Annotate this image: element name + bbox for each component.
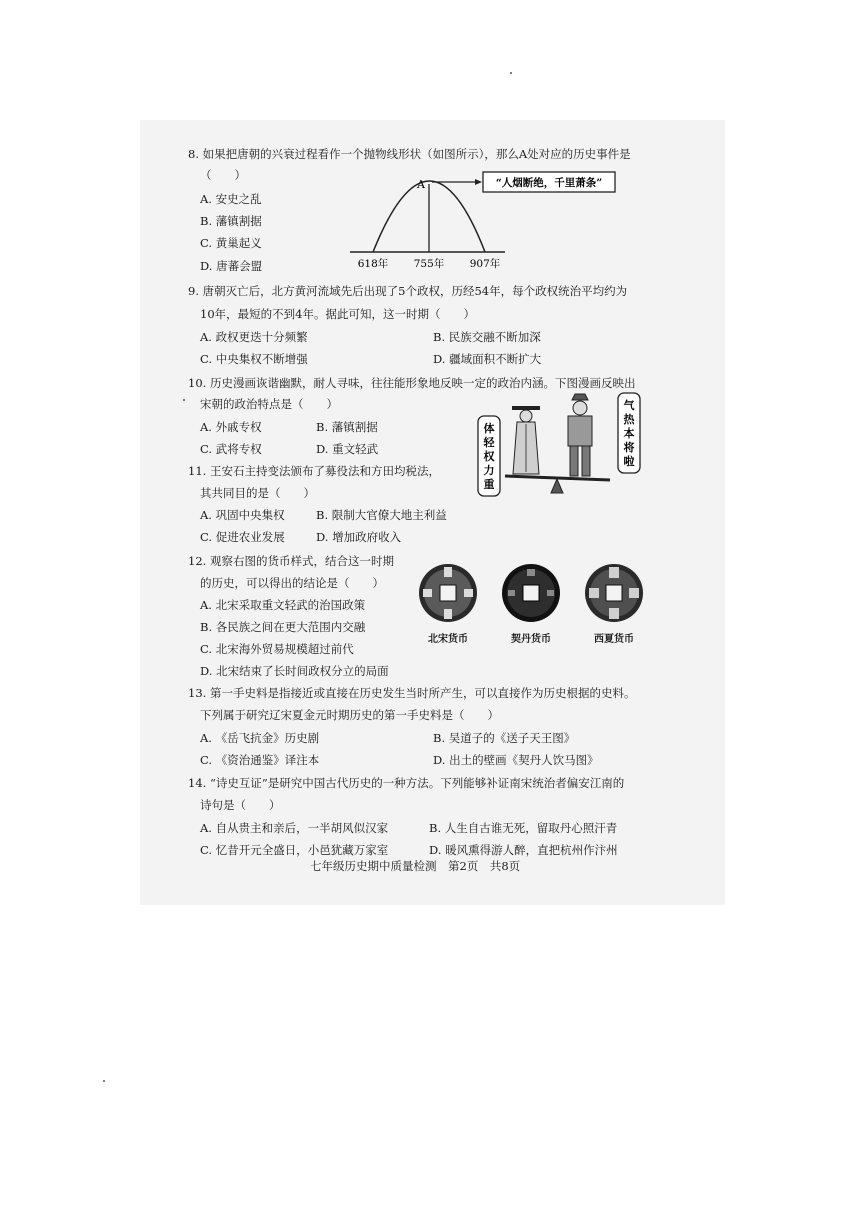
q8-answer-paren: （ ） (200, 168, 246, 182)
q11-option-c: C. 促进农业发展 (200, 530, 285, 544)
q14-option-b: B. 人生自古谁无死，留取丹心照汗青 (429, 821, 618, 835)
q11-stem-line2: 其共同目的是（ ） (200, 486, 315, 500)
q9-option-a: A. 政权更迭十分频繁 (200, 330, 308, 344)
diagram-callout-text: “人烟断绝，千里萧条” (495, 177, 603, 189)
q12-stem-line1: 12. 观察右图的货币样式，结合这一时期 (188, 554, 394, 568)
q10-option-a: A. 外戚专权 (200, 420, 262, 434)
q13-stem-line2: 下列属于研究辽宋夏金元时期历史的第一手史料是（ ） (200, 708, 499, 722)
q13-option-b: B. 吴道子的《送子天王图》 (433, 731, 576, 745)
cartoon-right-bubble-text: 气热本将啦 (623, 399, 635, 468)
q14-stem-line1: 14. “诗史互证”是研究中国古代历史的一种方法。下列能够补证南宋统治者偏安江南的 (188, 776, 625, 790)
q8-option-d: D. 唐蕃会盟 (200, 259, 263, 273)
q9-option-b: B. 民族交融不断加深 (433, 330, 541, 344)
coin-label-khitan: 契丹货币 (511, 634, 551, 645)
diagram-arrow-head (475, 179, 482, 185)
diagram-tick-907: 907年 (469, 258, 501, 270)
q11-option-a: A. 巩固中央集权 (200, 508, 285, 522)
q9-stem-line2: 10年，最短的不到4年。据此可知，这一时期（ ） (200, 307, 475, 321)
song-cartoon (475, 390, 645, 505)
coin-label-northern-song: 北宋货币 (428, 634, 468, 645)
q10-option-c: C. 武将专权 (200, 442, 262, 456)
q8-option-c: C. 黄巢起义 (200, 236, 262, 250)
q8-option-a: A. 安史之乱 (200, 192, 262, 206)
q10-option-d: D. 重文轻武 (316, 442, 379, 456)
q13-option-a: A. 《岳飞抗金》历史剧 (200, 731, 320, 745)
q12-option-b: B. 各民族之间在更大范围内交融 (200, 620, 366, 634)
scan-speck (510, 72, 512, 74)
coins-figure (415, 560, 645, 630)
q8-option-b: B. 藩镇割据 (200, 214, 262, 228)
diagram-point-label: A (417, 178, 425, 191)
q10-stem-line1: 10. 历史漫画诙谐幽默，耐人寻味，往往能形象地反映一定的政治内涵。下图漫画反映出 (188, 376, 636, 390)
coin-label-western-xia: 西夏货币 (594, 634, 634, 645)
q11-option-d: D. 增加政府收入 (316, 530, 402, 544)
q9-stem-line1: 9. 唐朝灭亡后，北方黄河流域先后出现了5个政权，历经54年，每个政权统治平均约为 (188, 284, 628, 298)
diagram-tick-618: 618年 (357, 258, 389, 270)
q11-option-b: B. 限制大官僚大地主利益 (316, 508, 447, 522)
coin-western-xia (585, 564, 643, 622)
q12-option-d: D. 北宋结束了长时间政权分立的局面 (200, 664, 389, 678)
cartoon-official-figure (512, 406, 540, 474)
coin-northern-song (419, 564, 477, 622)
q14-option-d: D. 暖风熏得游人醉，直把杭州作汴州 (429, 843, 618, 857)
diagram-tick-755: 755年 (413, 258, 445, 270)
q14-stem-line2: 诗句是（ ） (200, 798, 281, 812)
page-footer: 七年级历史期中质量检测 第2页 共8页 (310, 859, 521, 873)
scan-speck (183, 399, 185, 401)
q13-stem-line1: 13. 第一手史料是指接近或直接在历史发生当时所产生，可以直接作为历史根据的史料。 (188, 686, 636, 700)
q13-option-c: C. 《资治通鉴》译注本 (200, 753, 320, 767)
cartoon-left-bubble-text: 体轻权力重 (483, 422, 495, 491)
q14-option-a: A. 自从贵主和亲后，一半胡风似汉家 (200, 821, 389, 835)
cartoon-general-figure (568, 394, 592, 476)
q12-stem-line2: 的历史，可以得出的结论是（ ） (200, 576, 384, 590)
q8-stem: 8. 如果把唐朝的兴衰过程看作一个抛物线形状（如图所示），那么A处对应的历史事件是 (188, 147, 631, 161)
coin-khitan (502, 564, 560, 622)
q14-option-c: C. 忆昔开元全盛日，小邑犹藏万家室 (200, 843, 389, 857)
q12-option-a: A. 北宋采取重文轻武的治国政策 (200, 598, 366, 612)
scan-speck (103, 1080, 105, 1082)
tang-parabola-diagram (345, 170, 625, 275)
q11-stem-line1: 11. 王安石主持变法颁布了募役法和方田均税法， (188, 464, 440, 478)
q13-option-d: D. 出土的壁画《契丹人饮马图》 (433, 753, 599, 767)
q10-option-b: B. 藩镇割据 (316, 420, 378, 434)
cartoon-seesaw-pivot (551, 479, 563, 493)
q9-option-c: C. 中央集权不断增强 (200, 352, 308, 366)
q10-stem-line2: 宋朝的政治特点是（ ） (200, 397, 338, 411)
q9-option-d: D. 疆域面积不断扩大 (433, 352, 542, 366)
q12-option-c: C. 北宋海外贸易规模超过前代 (200, 642, 354, 656)
